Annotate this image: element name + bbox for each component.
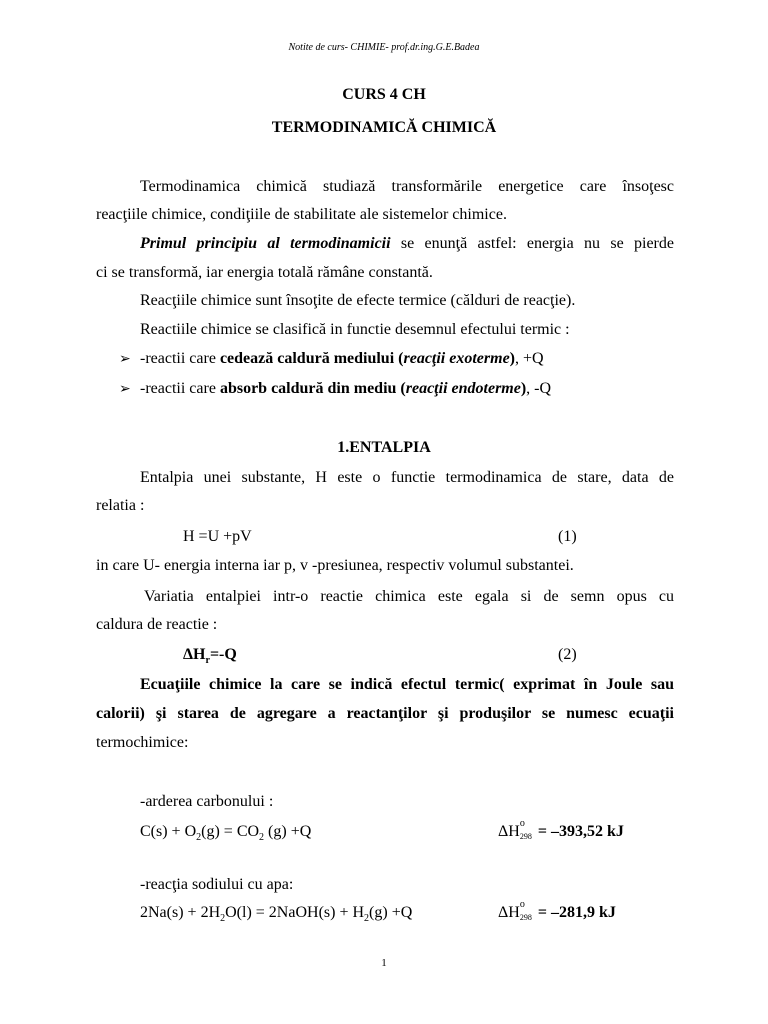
classify-line: Reactiile chimice se clasifică in functie desemnul efectului termic : [140,321,570,338]
example-1-label: -arderea carbonului : [140,793,274,810]
example-1-enthalpy [498,818,624,841]
subscript: 298 [519,832,532,841]
section-heading-entalpia: 1.ENTALPIA [337,439,431,456]
bullet-term: reacţii exoterme [403,350,510,367]
thermo-line-2: calorii) şi starea de agregare a reactanţilor şi produşilor se numesc ecuaţii [96,705,674,722]
entalpia-line-2: relatia : [96,497,145,514]
subscript: 2 [364,913,370,925]
bullet-text: -reactii care [140,350,220,367]
subscript: 2 [196,832,202,844]
running-header: Notite de curs- CHIMIE- prof.dr.ing.G.E.Badea [288,42,480,53]
entalpia-line-1: Entalpia unei substante, H este o functie termodinamica de stare, data de [140,469,674,486]
bullet-term: reacţii endoterme [405,380,521,397]
entalpia-line-4: Variatia entalpiei intr-o reactie chimica este egala si de semn opus cu [144,588,674,605]
example-1-equation [140,823,311,843]
bullet-bold-text: cedează caldură mediului ( [219,350,404,367]
eq-part: (g) +Q [369,904,413,921]
principle-rest: se enunţă astfel: energia nu se pierde [390,235,674,252]
subscript: 2 [259,832,265,844]
delta-h-symbol: ΔH [183,646,206,663]
principle-term: Primul principiu al termodinamicii [140,235,391,252]
bullet-endothermic [140,380,551,398]
intro-line-1: Termodinamica chimică studiază transformările energetice care însoţesc [140,178,674,195]
thermo-line-3: termochimice: [96,734,189,751]
equation-2 [183,646,237,666]
subscript: 298 [519,913,532,922]
effects-line: Reacţiile chimice sunt însoţite de efecte termice (călduri de reacţie). [140,292,576,309]
example-2-equation [140,904,412,924]
equation-1-number: (1) [558,528,577,545]
subscript: r [205,655,210,667]
bullet-bold-paren: ) [509,350,515,367]
subscript: 2 [220,913,226,925]
page-number: 1 [381,957,387,969]
enthalpy-value: = –393,52 kJ [533,823,624,840]
bullet-sign: , -Q [526,380,552,397]
course-title: CURS 4 CH [342,86,426,103]
eq-part: (g) +Q [264,823,312,840]
delta-h-symbol: ΔH [498,823,520,840]
thermo-line-1: Ecuaţiile chimice la care se indică efectul termic( exprimat în Joule sau [140,676,674,693]
bullet-exothermic [140,350,544,368]
bullet-bold-text: absorb caldură din mediu ( [219,380,406,397]
equation-2-number: (2) [558,646,577,663]
eq-part: (g) = CO [201,823,260,840]
principle-line-2: ci se transformă, iar energia totală rămâne constantă. [96,264,433,281]
bullet-bold-paren: ) [520,380,527,397]
example-2-label: -reacţia sodiului cu apa: [140,876,294,893]
bullet-text: -reactii care [140,380,220,397]
delta-h-symbol: ΔH [498,904,520,921]
entalpia-line-3: in care U- energia interna iar p, v -presiunea, respectiv volumul substantei. [96,557,574,574]
bullet-sign: , +Q [515,350,544,367]
superscript: o [519,899,525,910]
enthalpy-value: = –281,9 kJ [533,904,616,921]
eq-part: C(s) + O [140,823,197,840]
course-subtitle: TERMODINAMICĂ CHIMICĂ [271,119,497,136]
example-2-enthalpy [498,899,616,922]
eq-part: O(l) = 2NaOH(s) + H [225,904,365,921]
superscript: o [519,818,525,829]
equation-rhs: =-Q [209,646,237,663]
principle-line-1 [140,235,674,253]
arrow-bullet-icon: ➢ [119,382,131,397]
arrow-bullet-icon: ➢ [119,352,131,367]
equation-1: H =U +pV [183,528,252,545]
eq-part: 2Na(s) + 2H [140,904,221,921]
entalpia-line-5: caldura de reactie : [96,616,218,633]
intro-line-2: reacţiile chimice, condiţiile de stabilitate ale sistemelor chimice. [96,206,507,223]
